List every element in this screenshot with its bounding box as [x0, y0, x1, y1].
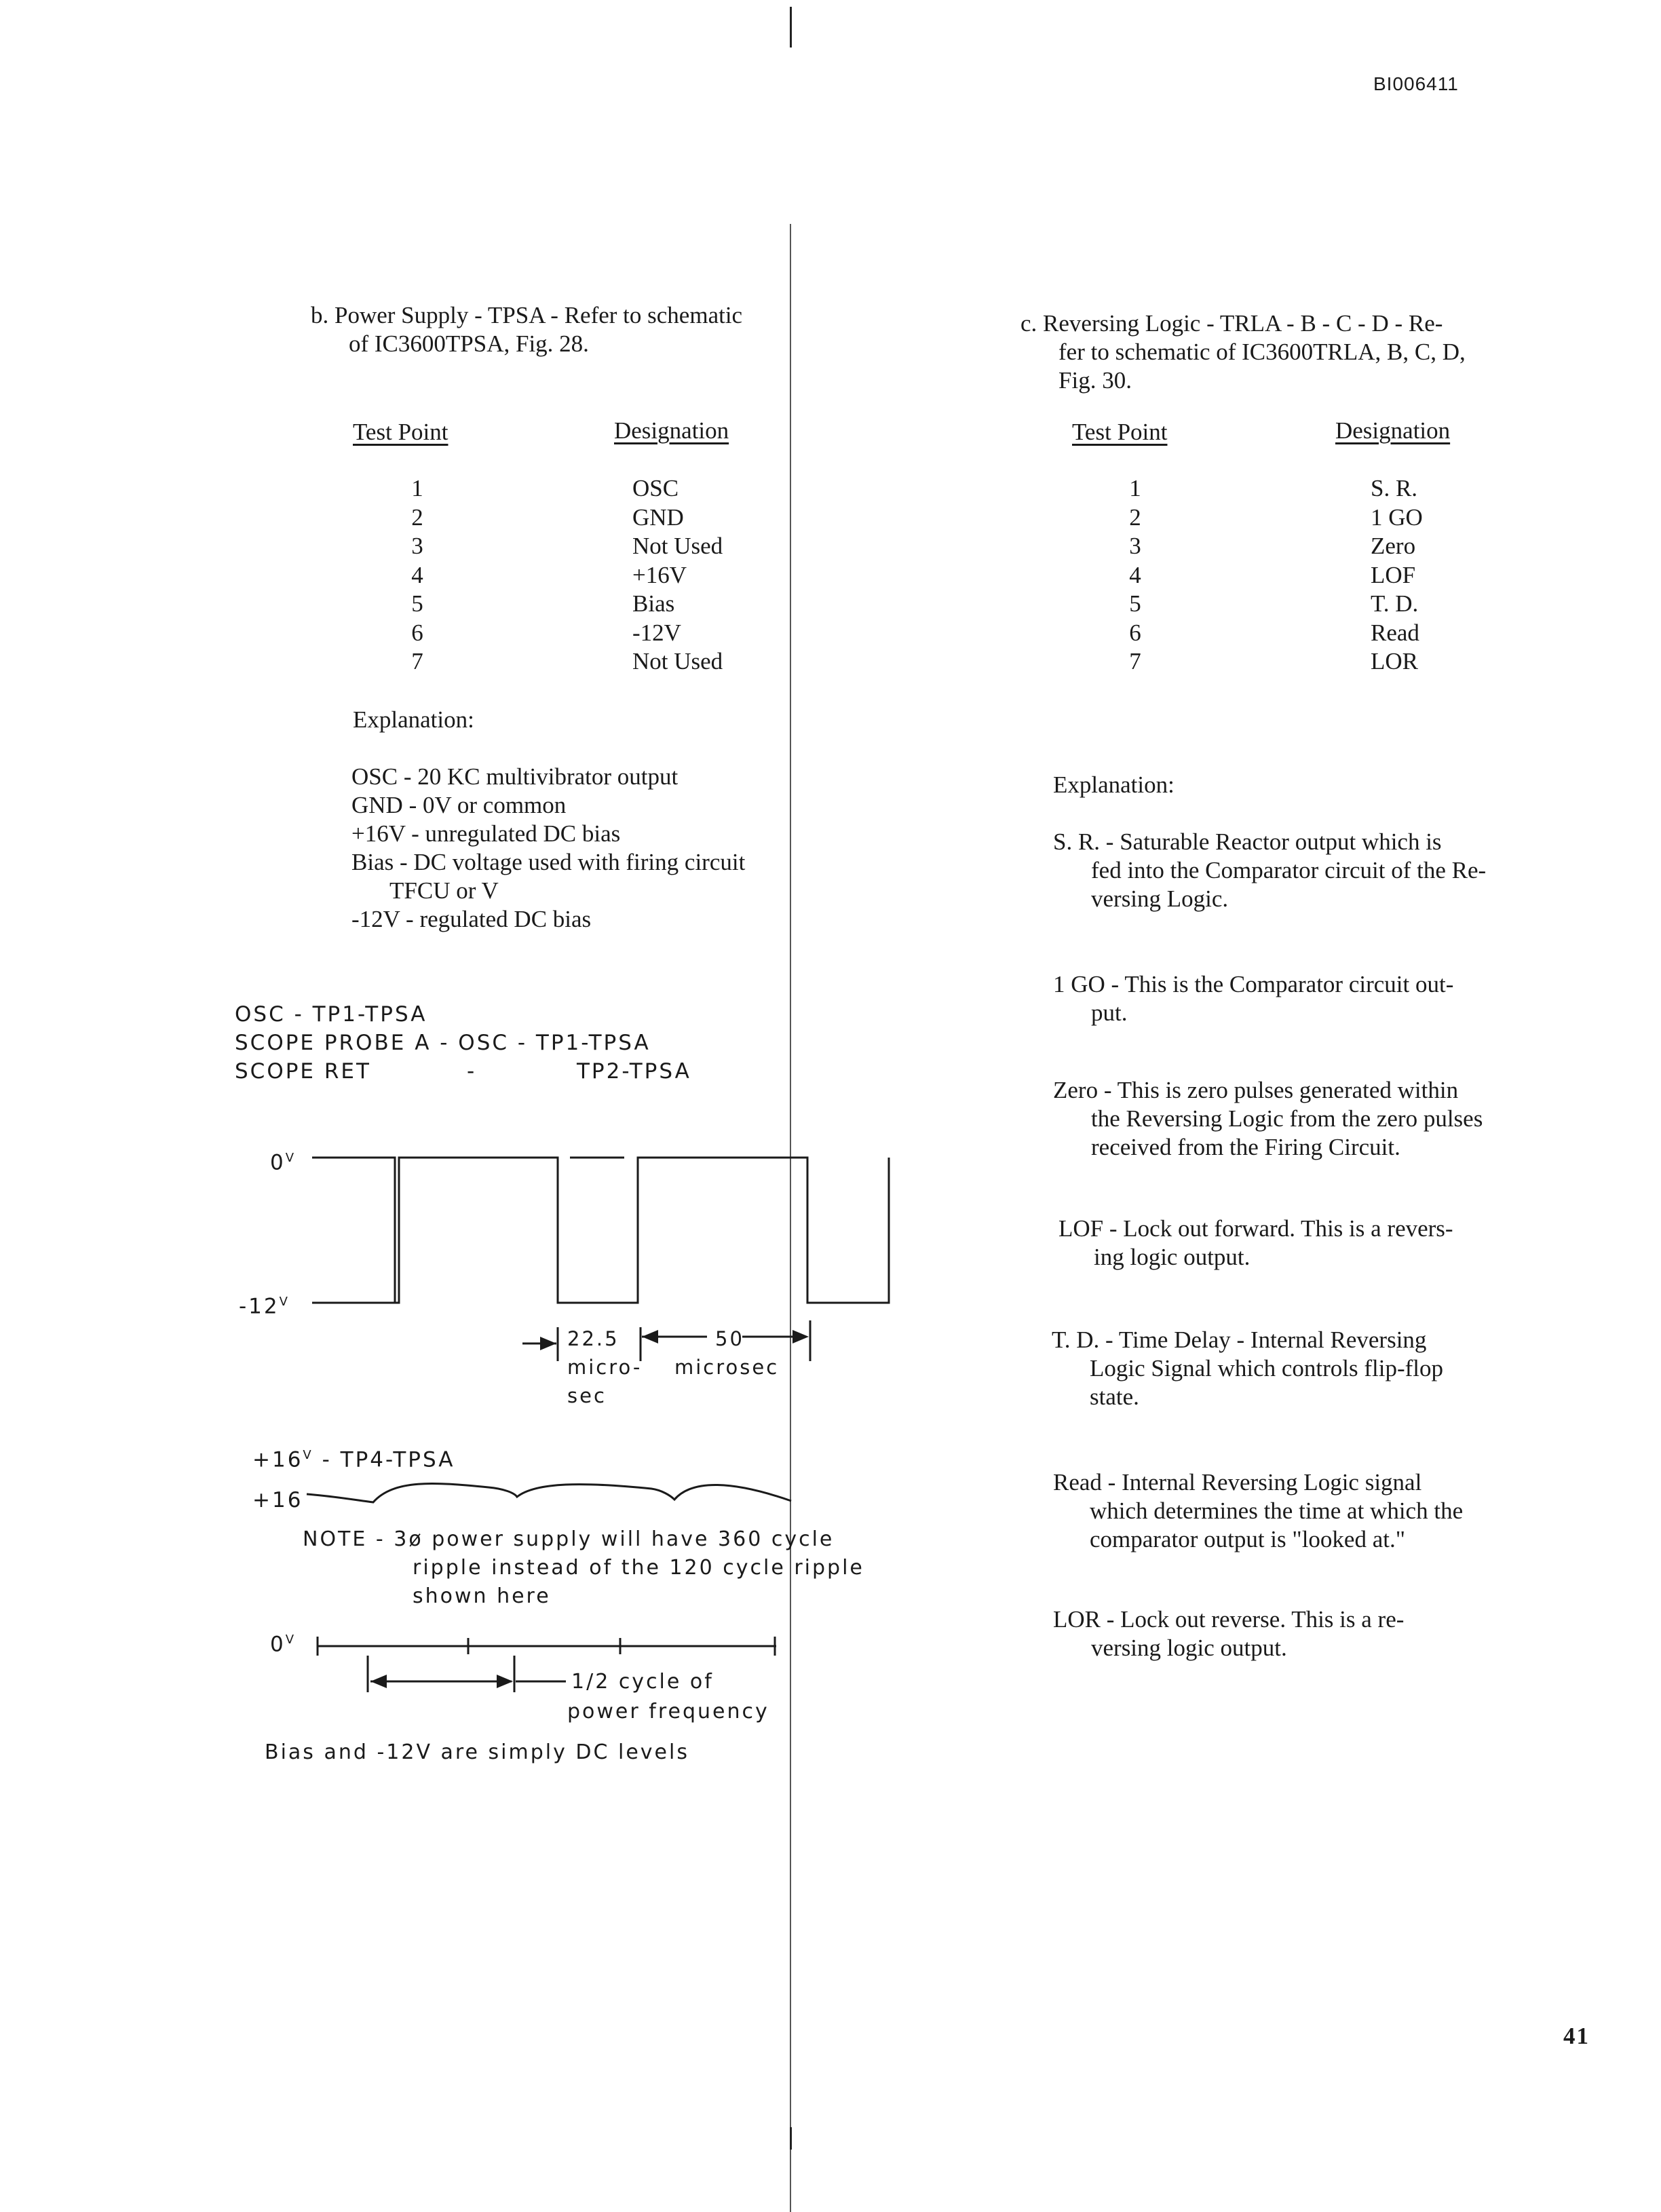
- table-cell-tp: 6: [411, 619, 423, 646]
- table-cell-tp: 5: [1129, 590, 1141, 617]
- explanation-entry-line: versing logic output.: [1091, 1635, 1287, 1661]
- plus-16-volt-label: +16: [252, 1488, 303, 1512]
- table-cell-tp: 2: [1129, 503, 1141, 531]
- bias-note: Bias and -12V are simply DC levels: [265, 1740, 689, 1764]
- note-line2: ripple instead of the 120 cycle ripple: [413, 1556, 864, 1580]
- left-explanation-line: Bias - DC voltage used with firing circuit: [351, 849, 746, 875]
- left-col-test-point-header: Test Point: [353, 419, 448, 445]
- right-designation-column: [1371, 474, 1423, 676]
- table-cell-designation: T. D.: [1371, 590, 1419, 617]
- table-cell-tp: 3: [411, 533, 423, 559]
- explanation-entry-line: versing Logic.: [1091, 885, 1229, 912]
- arrowhead: [497, 1675, 513, 1688]
- explanation-entry-line: LOR - Lock out reverse. This is a re-: [1053, 1606, 1405, 1633]
- right-heading-line3: Fig. 30.: [1058, 367, 1132, 394]
- left-heading-line2: of IC3600TPSA, Fig. 28.: [349, 330, 589, 357]
- table-cell-tp: 2: [411, 503, 423, 531]
- document-id: BI006411: [1373, 73, 1459, 94]
- right-col-test-point-header: Test Point: [1072, 419, 1168, 445]
- right-heading-line1: c. Reversing Logic - TRLA - B - C - D - Re-: [1020, 310, 1443, 337]
- arrowhead: [540, 1337, 556, 1350]
- period-value: 50: [715, 1327, 744, 1350]
- table-cell-tp: 3: [1129, 533, 1141, 559]
- explanation-entry-line: Read - Internal Reversing Logic signal: [1053, 1469, 1422, 1495]
- explanation-entry-line: state.: [1090, 1384, 1139, 1410]
- table-cell-designation: Not Used: [632, 533, 723, 559]
- pulse-width-unit-line2: sec: [567, 1384, 607, 1407]
- explanation-entry-line: LOF - Lock out forward. This is a revers-: [1058, 1215, 1453, 1242]
- scope-label-line2: SCOPE PROBE A - OSC - TP1-TPSA: [235, 1031, 651, 1055]
- left-explanation-line: TFCU or V: [389, 877, 499, 904]
- table-cell-designation: LOR: [1371, 648, 1418, 674]
- explanation-entry-line: Zero - This is zero pulses generated within: [1053, 1077, 1459, 1103]
- table-cell-tp: 4: [411, 561, 423, 588]
- explanation-entry-line: 1 GO - This is the Comparator circuit out-: [1053, 971, 1454, 997]
- left-explanation-line: GND - 0V or common: [351, 792, 567, 818]
- scope-label-tp2: TP2-TPSA: [577, 1059, 691, 1084]
- table-cell-designation: Zero: [1371, 533, 1416, 559]
- arrowhead: [793, 1330, 809, 1343]
- explanation-entry-line: put.: [1091, 999, 1128, 1026]
- explanation-entry-line: S. R. - Saturable Reactor output which is: [1053, 828, 1442, 855]
- page-number: 41: [1563, 2023, 1590, 2049]
- left-explanation-label: Explanation:: [353, 706, 474, 733]
- arrowhead: [370, 1675, 387, 1688]
- square-wave-trace: [312, 1158, 395, 1303]
- table-cell-designation: +16V: [632, 561, 687, 588]
- pulse-width-value: 22.5: [567, 1327, 619, 1350]
- note-line3: shown here: [413, 1584, 551, 1608]
- table-cell-designation: OSC: [632, 475, 679, 501]
- period-unit: microsec: [674, 1356, 780, 1379]
- zero-volt-label: $0^V$: [270, 1150, 297, 1175]
- explanation-entry-line: ing logic output.: [1094, 1244, 1250, 1270]
- table-cell-tp: 5: [411, 590, 423, 617]
- right-test-point-column: [1118, 474, 1152, 676]
- table-cell-tp: 6: [1129, 619, 1141, 646]
- pulse-width-unit-line1: micro-: [567, 1356, 643, 1379]
- explanation-entry-line: comparator output is "looked at.": [1090, 1526, 1405, 1552]
- explanation-entry-line: received from the Firing Circuit.: [1091, 1134, 1400, 1160]
- explanation-entry-line: Logic Signal which controls flip-flop: [1090, 1355, 1444, 1381]
- explanation-entry-line: the Reversing Logic from the zero pulses: [1091, 1105, 1483, 1132]
- zero-volt-bottom-label: $0^V$: [270, 1632, 297, 1657]
- ripple-trace: [307, 1483, 791, 1502]
- half-cycle-line2: power frequency: [567, 1700, 769, 1723]
- table-cell-tp: 1: [411, 475, 423, 501]
- table-cell-tp: 7: [1129, 648, 1141, 674]
- table-cell-designation: S. R.: [1371, 475, 1418, 501]
- right-heading-line2: fer to schematic of IC3600TRLA, B, C, D,: [1058, 339, 1466, 365]
- left-explanation-line: OSC - 20 KC multivibrator output: [351, 763, 679, 790]
- table-cell-tp: 1: [1129, 475, 1141, 501]
- left-explanation-line: +16V - unregulated DC bias: [351, 820, 621, 847]
- table-cell-designation: GND: [632, 503, 684, 531]
- right-col-designation-header: Designation: [1335, 417, 1451, 444]
- table-cell-designation: Bias: [632, 590, 675, 617]
- table-cell-designation: LOF: [1371, 561, 1416, 588]
- scope-label-line3: SCOPE RET: [235, 1059, 371, 1084]
- explanation-entry-line: T. D. - Time Delay - Internal Reversing: [1052, 1327, 1427, 1353]
- left-col-designation-header: Designation: [614, 417, 729, 444]
- table-cell-tp: 4: [1129, 561, 1141, 588]
- scope-label-dash: -: [467, 1059, 477, 1084]
- explanation-entry-line: which determines the time at which the: [1090, 1498, 1464, 1524]
- table-cell-designation: Not Used: [632, 648, 723, 674]
- left-explanation-line: -12V - regulated DC bias: [351, 906, 592, 932]
- scope-label-line1: OSC - TP1-TPSA: [235, 1002, 427, 1027]
- tp4-label: $+16^V$ - TP4-TPSA: [252, 1447, 455, 1472]
- table-cell-tp: 7: [411, 648, 423, 674]
- explanation-entry-line: fed into the Comparator circuit of the Re-: [1091, 857, 1487, 883]
- table-cell-designation: 1 GO: [1371, 503, 1423, 531]
- note-line1: NOTE - 3ø power supply will have 360 cycle: [303, 1527, 835, 1551]
- arrowhead: [642, 1330, 658, 1343]
- square-wave-trace: [312, 1158, 889, 1303]
- left-heading-line1: b. Power Supply - TPSA - Refer to schematic: [311, 302, 743, 328]
- table-cell-designation: Read: [1371, 619, 1419, 646]
- minus-12-volt-label: $-12^V$: [239, 1294, 290, 1319]
- half-cycle-line1: 1/2 cycle of: [571, 1670, 714, 1694]
- right-explanation-label: Explanation:: [1053, 771, 1175, 798]
- table-cell-designation: -12V: [632, 619, 681, 646]
